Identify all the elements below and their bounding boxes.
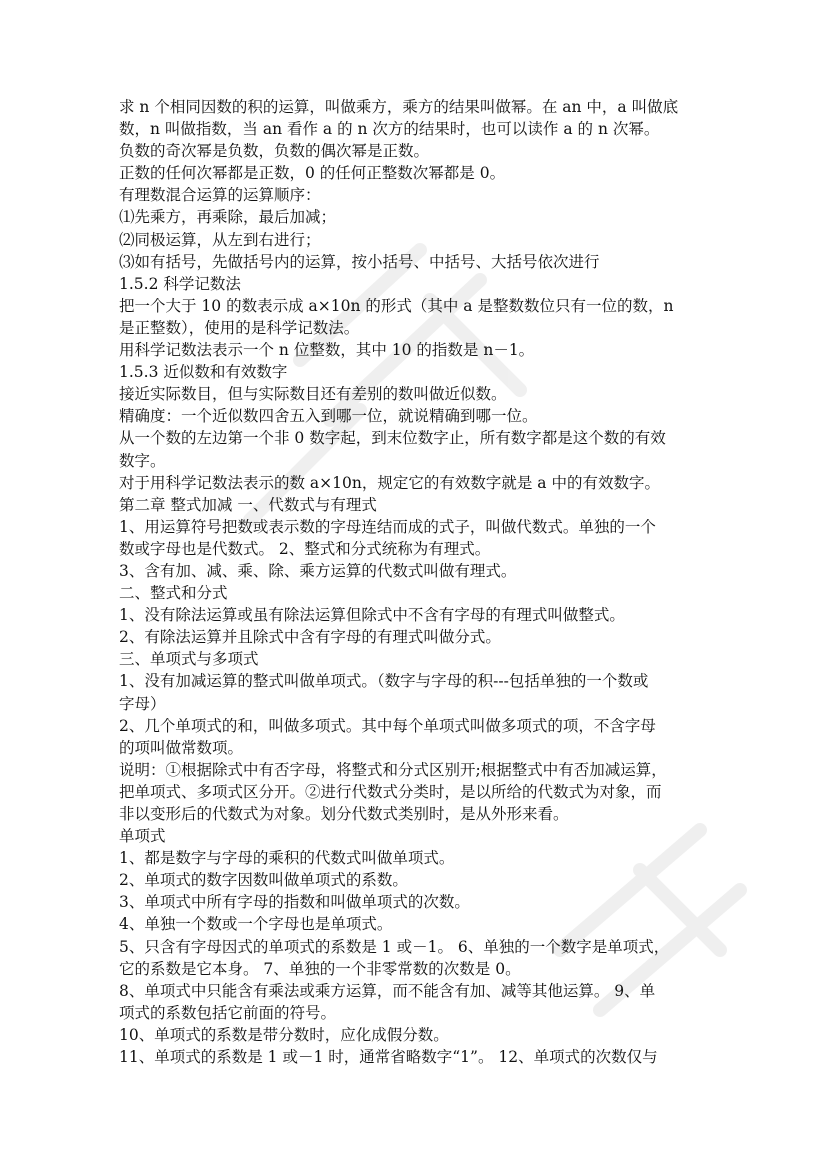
text-line: 有理数混合运算的运算顺序： bbox=[119, 186, 321, 205]
chapter-heading: 第二章 整式加减 一、代数式与有理式 bbox=[119, 495, 377, 514]
text-line: 4、单独一个数或一个字母也是单项式。 bbox=[119, 915, 393, 934]
text-line: 11、单项式的系数是 1 或－1 时，通常省略数字“1”。 12、单项式的次数仅与 bbox=[119, 1048, 658, 1067]
text-line: 项式的系数包括它前面的符号。 bbox=[119, 1003, 337, 1022]
section-heading: 三、单项式与多项式 bbox=[119, 650, 259, 669]
text-line: 用科学记数法表示一个 n 位整数，其中 10 的指数是 n－1。 bbox=[119, 341, 535, 360]
text-line: 数字。 bbox=[119, 451, 166, 470]
section-heading: 单项式 bbox=[119, 827, 166, 846]
section-heading: 1.5.2 科学记数法 bbox=[119, 274, 241, 293]
text-line: ⑶如有括号，先做括号内的运算，按小括号、中括号、大括号依次进行 bbox=[119, 252, 600, 271]
document-body bbox=[119, 96, 729, 1068]
text-line: 1、没有除法运算或虽有除法运算但除式中不含有字母的有理式叫做整式。 bbox=[119, 606, 625, 625]
text-line: 从一个数的左边第一个非 0 数字起，到末位数字止，所有数字都是这个数的有效 bbox=[119, 429, 666, 448]
section-heading: 二、整式和分式 bbox=[119, 584, 228, 603]
text-line: 负数的奇次幂是负数，负数的偶次幂是正数。 bbox=[119, 142, 430, 161]
text-line: 5、只含有字母因式的单项式的系数是 1 或－1。 6、单独的一个数字是单项式， bbox=[119, 937, 670, 956]
text-line: 8、单项式中只能含有乘法或乘方运算，而不能含有加、减等其他运算。 9、单 bbox=[119, 981, 656, 1000]
text-line: 2、有除法运算并且除式中含有字母的有理式叫做分式。 bbox=[119, 628, 501, 647]
text-line: 对于用科学记数法表示的数 a×10n，规定它的有效数字就是 a 中的有效数字。 bbox=[119, 473, 660, 492]
text-line: ⑵同极运算，从左到右进行； bbox=[119, 230, 321, 249]
text-line: 的项叫做常数项。 bbox=[119, 738, 244, 757]
text-line: 它的系数是它本身。 7、单独的一个非零常数的次数是 0。 bbox=[119, 959, 521, 978]
text-line: 把一个大于 10 的数表示成 a×10n 的形式（其中 a 是整数数位只有一位的数，n bbox=[119, 296, 674, 315]
text-line: 字母） bbox=[119, 694, 166, 713]
text-line: 接近实际数目，但与实际数目还有差别的数叫做近似数。 bbox=[119, 385, 507, 404]
text-line: 把单项式、多项式区分开。②进行代数式分类时，是以所给的代数式为对象，而 bbox=[119, 782, 662, 801]
text-line: 数，n 叫做指数，当 an 看作 a 的 n 次方的结果时，也可以读作 a 的 n 次幂。 bbox=[119, 120, 660, 139]
text-line: 1、没有加减运算的整式叫做单项式。（数字与字母的积---包括单独的一个数或 bbox=[119, 672, 649, 691]
text-line: 10、单项式的系数是带分数时，应化成假分数。 bbox=[119, 1025, 449, 1044]
text-line: 求 n 个相同因数的积的运算，叫做乘方，乘方的结果叫做幂。在 an 中，a 叫做底 bbox=[119, 98, 679, 116]
text-line: 正数的任何次幂都是正数，0 的任何正整数次幂都是 0。 bbox=[119, 164, 506, 183]
text-line: 1、用运算符号把数或表示数的字母连结而成的式子，叫做代数式。单独的一个 bbox=[119, 517, 656, 536]
text-line: 是正整数），使用的是科学记数法。 bbox=[119, 318, 360, 337]
text-line: 3、含有加、减、乘、除、乘方运算的代数式叫做有理式。 bbox=[119, 561, 517, 580]
text-line: ⑴先乘方，再乘除，最后加减； bbox=[119, 208, 337, 227]
text-line: 2、几个单项式的和，叫做多项式。其中每个单项式叫做多项式的项，不含字母 bbox=[119, 716, 656, 735]
text-line: 3、单项式中所有字母的指数和叫做单项式的次数。 bbox=[119, 893, 470, 912]
text-line: 非以变形后的代数式为对象。划分代数式类别时，是从外形来看。 bbox=[119, 805, 569, 823]
section-heading: 1.5.3 近似数和有效数字 bbox=[119, 363, 288, 382]
text-line: 精确度：一个近似数四舍五入到哪一位，就说精确到哪一位。 bbox=[119, 407, 538, 426]
text-line: 说明：①根据除式中有否字母，将整式和分式区别开;根据整式中有否加减运算， bbox=[119, 760, 667, 779]
text-line: 1、都是数字与字母的乘积的代数式叫做单项式。 bbox=[119, 849, 455, 868]
text-line: 数或字母也是代数式。 2、整式和分式统称为有理式。 bbox=[119, 539, 491, 558]
text-line: 2、单项式的数字因数叫做单项式的系数。 bbox=[119, 871, 408, 890]
